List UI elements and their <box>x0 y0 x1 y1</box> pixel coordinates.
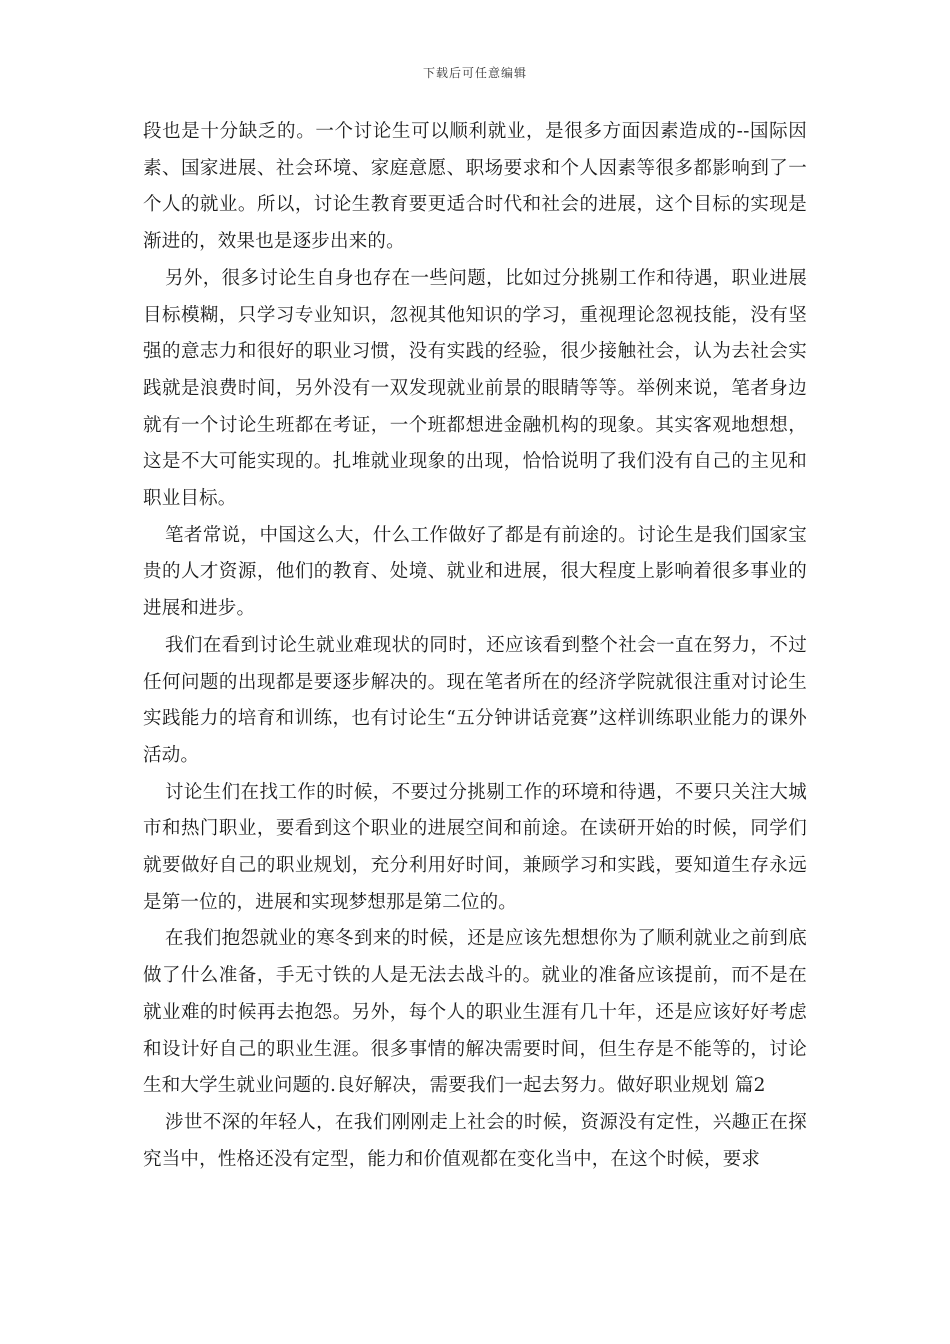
document-body <box>143 114 807 1178</box>
paragraph-6: 在我们抱怨就业的寒冬到来的时候，还是应该先想想你为了顺利就业之前到底做了什么准备，手无寸铁的人是无法去战斗的。就业的准备应该提前，而不是在就业难的时候再去抱怨。另外，每个人的职业生涯有几十年，还是应该好好考虑和设计好自己的职业生涯。很多事情的解决需要时间，但生存是不能等的，讨论生和大学生就业问题的.良好解决，需要我们一起去努力。做好职业规划 篇2 <box>143 928 807 1097</box>
paragraph-7: 涉世不深的年轻人，在我们刚刚走上社会的时候，资源没有定性，兴趣正在探究当中，性格还没有定型，能力和价值观都在变化当中，在这个时候，要求 <box>143 1111 807 1170</box>
paragraph-1: 段也是十分缺乏的。一个讨论生可以顺利就业，是很多方面因素造成的--国际因素、国家进展、社会环境、家庭意愿、职场要求和个人因素等很多都影响到了一个人的就业。所以，讨论生教育要更适合时代和社会的进展，这个目标的实现是渐进的，效果也是逐步出来的。 <box>143 121 807 253</box>
paragraph-5: 讨论生们在找工作的时候，不要过分挑剔工作的环境和待遇，不要只关注大城市和热门职业，要看到这个职业的进展空间和前途。在读研开始的时候，同学们就要做好自己的职业规划，充分利用好时间，兼顾学习和实践，要知道生存永远是第一位的，进展和实现梦想那是第二位的。 <box>143 781 807 913</box>
paragraph-3: 笔者常说，中国这么大，什么工作做好了都是有前途的。讨论生是我们国家宝贵的人才资源，他们的教育、处境、就业和进展，很大程度上影响着很多事业的进展和进步。 <box>143 524 807 620</box>
header-note: 下载后可任意编辑 <box>422 66 527 80</box>
paragraph-4: 我们在看到讨论生就业难现状的同时，还应该看到整个社会一直在努力，不过任何问题的出现都是要逐步解决的。现在笔者所在的经济学院就很注重对讨论生实践能力的培育和训练，也有讨论生“五分钟讲话竞赛”这样训练职业能力的课外活动。 <box>143 634 807 766</box>
paragraph-2: 另外，很多讨论生自身也存在一些问题，比如过分挑剔工作和待遇，职业进展目标模糊，只学习专业知识，忽视其他知识的学习，重视理论忽视技能，没有坚强的意志力和很好的职业习惯，没有实践的经验，很少接触社会，认为去社会实践就是浪费时间，另外没有一双发现就业前景的眼睛等等。举例来说，笔者身边就有一个讨论生班都在考证，一个班都想进金融机构的现象。其实客观地想想，这是不大可能实现的。扎堆就业现象的出现，恰恰说明了我们没有自己的主见和职业目标。 <box>143 267 807 510</box>
